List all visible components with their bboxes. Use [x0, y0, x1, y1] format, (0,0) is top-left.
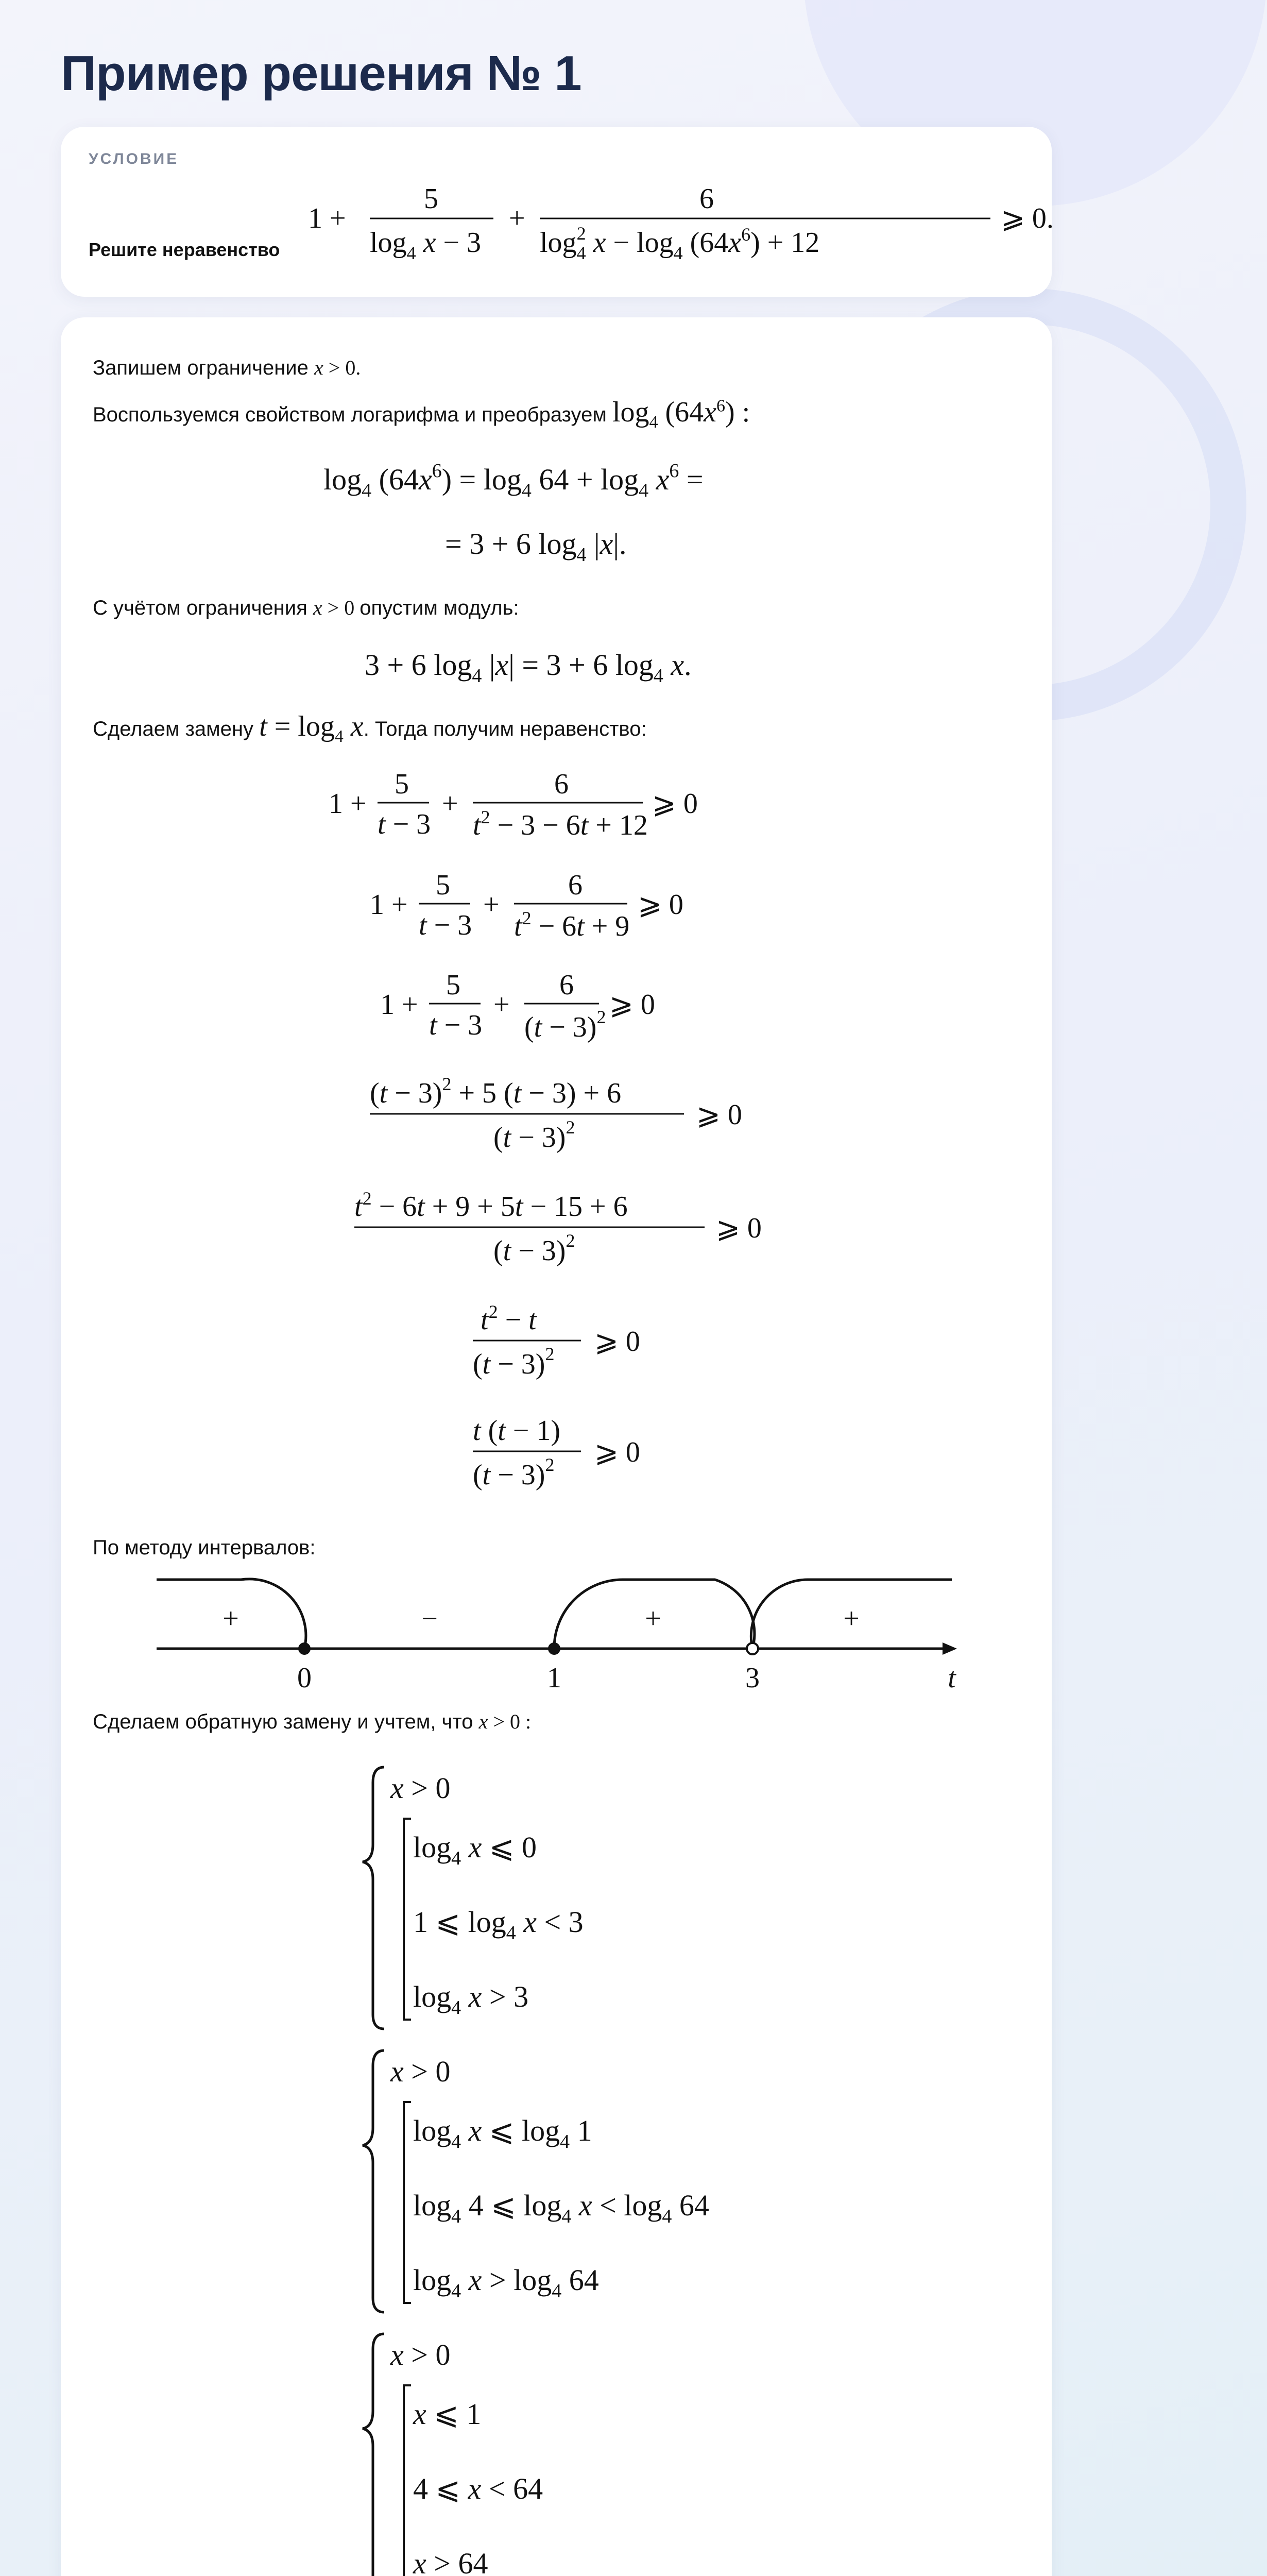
substitution-text: Сделаем замену: [93, 718, 254, 740]
svg-text:log4 x − 3: $\log_4 x - 3$: [370, 227, 482, 263]
intervals-label: По методу интервалов:: [93, 1536, 316, 1559]
svg-text:1 ⩽ log4 x < 3: 1 ⩽ $\log_4 x < 3$: [413, 1905, 584, 1944]
point-filled: [298, 1642, 311, 1655]
svg-text:⩾ 0: ⩾ 0: [594, 1326, 640, 1358]
svg-text:t2 − 6t + 9: $t^2 - 6t + 9$: [514, 908, 630, 942]
svg-text:log4 x > 3: $\log_4 x > 3$: [413, 1980, 529, 2019]
svg-text:t − 3: t − 3: [429, 1009, 483, 1041]
svg-text:x > 0: x > 0: [390, 1771, 451, 1805]
axis-arrow-icon: [943, 1642, 957, 1655]
svg-text:⩾ 0: ⩾ 0: [652, 788, 698, 820]
restriction-formula: x: [314, 356, 323, 379]
axis-var-label: t: [948, 1662, 956, 1694]
transform-text: Воспользуемся свойством логарифма и преобразуем: [93, 403, 607, 426]
transform-formula: $\log_4 (64x^6)$ :: [612, 396, 750, 432]
back-sub-text: Сделаем обратную замену и учтем, что: [93, 1710, 473, 1733]
svg-text:t − 3: t − 3: [419, 909, 472, 941]
svg-text:(t − 3)2: $(t - 3)^2$: [493, 1230, 575, 1267]
back-sub-line: [93, 1709, 531, 1734]
svg-text:(t − 3)2: $(t - 3)^2$: [493, 1117, 575, 1154]
svg-text:6: 6: [568, 869, 583, 901]
svg-text:⩾ 0.: ⩾ 0.: [1001, 202, 1054, 234]
sign-label: +: [222, 1603, 239, 1635]
condition-card: [61, 127, 1052, 297]
modulus-formula-block: [61, 635, 1052, 691]
svg-text:log4 x > log4 64: $\log_4 x > \log_4 64$: [413, 2263, 599, 2302]
svg-text:log24 x − log4 (64x6) + 12: $\log^2 4$ $x - \log_4 (64x^6) + 12$: [540, 223, 820, 263]
svg-text:t2 − t: $t^2 - t$: [481, 1301, 537, 1336]
modulus-text: С учётом ограничения: [93, 597, 307, 619]
svg-text:1 +: 1 +: [308, 202, 346, 234]
sign-label: +: [645, 1603, 661, 1635]
svg-text:t (t − 1): t (t − 1): [473, 1415, 561, 1447]
svg-text:(t − 3)2 + 5 (t − 3) + 6: $(t - 3)^2 + 5$ (t − 3) + 6: [370, 1074, 622, 1109]
svg-text:1 +: 1 +: [370, 889, 408, 921]
svg-text:log4 4 ⩽ log4 x < log4 64: $\log_4 4$ ⩽ $\log_4 x < \log_4 64$: [413, 2189, 709, 2227]
svg-text:log4 (64x6) = log4 64 + log4 x: $\log_4 (64x^6) = \log_4 64 + \log_4 x^6$ =: [323, 460, 704, 501]
substitution-formula: $t = \log_4 x$: [259, 710, 364, 747]
svg-text:⩾ 0: ⩾ 0: [696, 1099, 742, 1131]
condition-formula: [308, 167, 1054, 275]
systems-block: [61, 1757, 1052, 2576]
page-title: Пример решения № 1: [61, 46, 581, 101]
svg-text:+: +: [509, 202, 525, 234]
svg-text:x ⩽ 1: x ⩽ 1: [413, 2397, 482, 2431]
svg-text:t − 3: t − 3: [378, 808, 431, 840]
svg-text:6: 6: [554, 768, 569, 800]
condition-text: Решите неравенство: [89, 239, 280, 260]
svg-text:t2 − 3 − 6t + 12: $t^2 - 3 - 6t + 12$: [473, 807, 648, 841]
svg-text:x > 64: x > 64: [413, 2547, 488, 2576]
svg-text:3 + 6 log4 |x| = 3 + 6 log4 x.: 3 + 6 $\log_4 |x| = 3 + 6$ $\log_4 x$.: [365, 648, 692, 687]
svg-text:1 +: 1 +: [329, 788, 367, 820]
svg-text:+: +: [493, 989, 510, 1021]
svg-text:5: 5: [395, 768, 409, 800]
tick-label: 0: [297, 1662, 312, 1694]
svg-text:⩾ 0: ⩾ 0: [609, 989, 655, 1021]
substitution-tail: . Тогда получим неравенство:: [363, 718, 647, 740]
svg-text:x > 0: x > 0: [390, 2338, 451, 2371]
svg-text:(t − 3)2: $(t - 3)^2$: [524, 1007, 606, 1043]
svg-text:⩾ 0: ⩾ 0: [716, 1212, 762, 1244]
tick-label: 1: [547, 1662, 561, 1694]
svg-text:4 ⩽ x < 64: 4 ⩽ x < 64: [413, 2472, 543, 2505]
svg-text:t2 − 6t + 9 + 5t − 15 + 6: $t^2 - 6t + 9 + 5t - 15 + 6$: [354, 1188, 628, 1223]
sign-label: −: [421, 1603, 438, 1635]
modulus-formula: x > 0: [313, 596, 360, 619]
svg-text:(t − 3)2: $(t - 3)^2$: [473, 1454, 555, 1491]
svg-text:5: 5: [446, 969, 460, 1001]
svg-text:1 +: 1 +: [380, 989, 418, 1021]
svg-text:⩾ 0: ⩾ 0: [594, 1436, 640, 1468]
restriction-text: Запишем ограничение: [93, 357, 309, 379]
svg-text:log4 x ⩽ log4 1: $\log_4 x$ ⩽ $\log_4 1$: [413, 2114, 592, 2153]
point-filled: [548, 1642, 560, 1655]
number-line-t: [61, 1566, 1052, 1700]
modulus-line: [93, 596, 519, 620]
transform-line: [93, 396, 750, 432]
sign-label: +: [843, 1603, 860, 1635]
point-open: [747, 1643, 758, 1654]
inequality-chain: [61, 752, 1052, 1515]
substitution-line: [93, 710, 647, 747]
tick-label: 3: [745, 1662, 760, 1694]
svg-text:5: 5: [424, 183, 438, 215]
condition-label: УСЛОВИЕ: [89, 150, 179, 167]
svg-text:= 3 + 6 log4 |x|.: = 3 + 6 $\log_4 |x|$.: [445, 527, 627, 566]
restriction-line: [93, 355, 361, 380]
svg-text:+: +: [483, 889, 500, 921]
svg-text:log4 x ⩽ 0: $\log_4 x$ ⩽ 0: [413, 1831, 537, 1869]
svg-text:6: 6: [559, 969, 574, 1001]
svg-text:5: 5: [436, 869, 450, 901]
modulus-tail: опустим модуль:: [359, 597, 519, 619]
svg-text:⩾ 0: ⩾ 0: [638, 889, 683, 921]
svg-text:6: 6: [699, 183, 714, 215]
log-expansion: [61, 443, 1052, 577]
svg-text:x > 0: x > 0: [390, 2055, 451, 2088]
restriction-formula-rest: > 0.: [323, 356, 361, 379]
svg-text:+: +: [442, 788, 458, 820]
svg-text:(t − 3)2: $(t - 3)^2$: [473, 1344, 555, 1380]
back-sub-formula: x > 0 :: [478, 1710, 532, 1733]
